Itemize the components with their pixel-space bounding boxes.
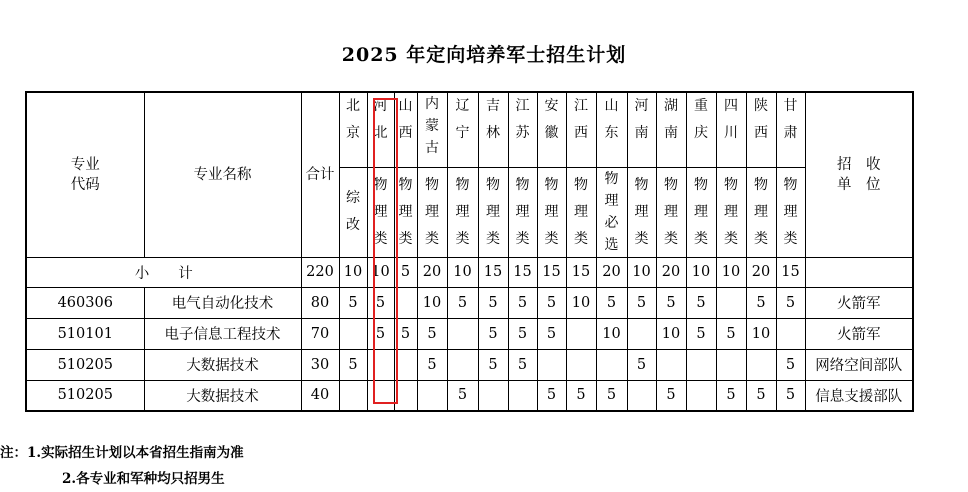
quota-cell [447, 349, 478, 380]
province-name: 山西 [398, 98, 413, 141]
header-unit: 招 收 单 位 [805, 92, 913, 257]
category-header [656, 167, 686, 257]
quota-cell: 5 [686, 318, 716, 349]
quota-cell [478, 380, 508, 411]
quota-cell [394, 349, 417, 380]
province-header [447, 92, 478, 167]
quota-cell: 5 [537, 380, 566, 411]
quota-cell [447, 318, 478, 349]
quota-cell: 5 [417, 318, 447, 349]
province-header [627, 92, 656, 167]
quota-cell: 5 [508, 318, 537, 349]
subtotal-value: 20 [417, 257, 447, 287]
header-code: 专业 代码 [26, 92, 144, 257]
province-name: 江苏 [515, 98, 530, 141]
subtotal-value: 10 [716, 257, 746, 287]
category-header [627, 167, 656, 257]
province-name: 内蒙古 [425, 96, 439, 156]
province-header [339, 92, 367, 167]
quota-cell: 5 [339, 287, 367, 318]
province-header [746, 92, 776, 167]
note-1: 注：1.实际招生计划以本省招生指南为准 [0, 445, 244, 461]
province-header [508, 92, 537, 167]
quota-cell: 5 [447, 380, 478, 411]
category-label: 物理类 [425, 176, 439, 247]
table-row [26, 349, 913, 380]
quota-cell: 5 [746, 287, 776, 318]
province-name: 陕西 [754, 98, 768, 141]
table-row [26, 318, 913, 349]
category-header [716, 167, 746, 257]
category-label: 物理类 [754, 176, 768, 247]
quota-cell: 5 [447, 287, 478, 318]
recruiting-unit: 火箭军 [805, 287, 913, 318]
quota-cell [339, 380, 367, 411]
category-header [746, 167, 776, 257]
note-2: 2.各专业和军种均只招男生 [62, 471, 225, 487]
quota-cell [656, 349, 686, 380]
province-header [656, 92, 686, 167]
province-header [716, 92, 746, 167]
quota-cell: 5 [716, 318, 746, 349]
province-name: 湖南 [664, 98, 678, 141]
row-total: 80 [301, 287, 339, 318]
subtotal-value: 10 [447, 257, 478, 287]
subtotal-value: 15 [776, 257, 805, 287]
category-label: 物理类 [544, 176, 559, 247]
quota-cell: 5 [596, 380, 627, 411]
notes [0, 440, 244, 492]
category-label: 物理类 [486, 176, 500, 247]
province-name: 山东 [604, 98, 619, 141]
category-header [566, 167, 596, 257]
quota-cell: 5 [776, 287, 805, 318]
quota-cell [627, 380, 656, 411]
quota-cell: 10 [566, 287, 596, 318]
quota-cell [508, 380, 537, 411]
quota-cell [596, 349, 627, 380]
category-label: 物理类 [373, 176, 388, 247]
category-label: 物理类 [783, 176, 798, 247]
quota-cell: 10 [596, 318, 627, 349]
subtotal-value: 5 [394, 257, 417, 287]
category-label: 物理必选 [604, 171, 619, 253]
category-label: 物理类 [694, 176, 708, 247]
quota-cell [716, 349, 746, 380]
recruiting-unit: 网络空间部队 [805, 349, 913, 380]
province-header [367, 92, 394, 167]
category-label: 物理类 [664, 176, 678, 247]
quota-cell [394, 287, 417, 318]
province-name: 河南 [634, 98, 649, 141]
province-header [566, 92, 596, 167]
header-total: 合计 [301, 92, 339, 257]
quota-cell [367, 380, 394, 411]
category-header [417, 167, 447, 257]
quota-cell: 5 [656, 287, 686, 318]
subtotal-value: 15 [566, 257, 596, 287]
recruiting-unit: 信息支援部队 [805, 380, 913, 411]
subtotal-label: 小 计 [26, 257, 301, 287]
quota-cell: 5 [367, 287, 394, 318]
quota-cell: 10 [417, 287, 447, 318]
quota-cell [566, 318, 596, 349]
subtotal-value: 15 [508, 257, 537, 287]
province-header [478, 92, 508, 167]
province-header [394, 92, 417, 167]
subtotal-unit-empty [805, 257, 913, 287]
category-header [394, 167, 417, 257]
major-code: 510205 [26, 380, 144, 411]
quota-cell: 5 [566, 380, 596, 411]
quota-cell: 5 [478, 318, 508, 349]
quota-cell [776, 318, 805, 349]
quota-cell: 5 [508, 287, 537, 318]
category-header [367, 167, 394, 257]
category-label: 物理类 [574, 176, 588, 247]
subtotal-row [26, 257, 913, 287]
province-name: 甘肃 [783, 98, 798, 141]
quota-cell [339, 318, 367, 349]
quota-cell: 5 [627, 349, 656, 380]
table-row [26, 380, 913, 411]
province-header [596, 92, 627, 167]
quota-cell: 5 [627, 287, 656, 318]
quota-cell: 5 [478, 349, 508, 380]
subtotal-value: 20 [746, 257, 776, 287]
subtotal-value: 10 [367, 257, 394, 287]
quota-cell: 5 [417, 349, 447, 380]
province-header [686, 92, 716, 167]
province-header [417, 92, 447, 167]
major-code: 510101 [26, 318, 144, 349]
quota-cell: 5 [746, 380, 776, 411]
category-header [537, 167, 566, 257]
quota-cell [746, 349, 776, 380]
quota-cell [716, 287, 746, 318]
province-name: 吉林 [486, 98, 500, 141]
province-name: 辽宁 [455, 98, 470, 141]
quota-cell [627, 318, 656, 349]
subtotal-value: 15 [478, 257, 508, 287]
quota-cell: 5 [394, 318, 417, 349]
quota-cell: 10 [746, 318, 776, 349]
subtotal-value: 20 [656, 257, 686, 287]
quota-cell: 5 [716, 380, 746, 411]
quota-cell: 5 [508, 349, 537, 380]
page-title: 2025 年定向培养军士招生计划 [341, 44, 627, 66]
province-header [537, 92, 566, 167]
quota-cell: 5 [596, 287, 627, 318]
row-total: 70 [301, 318, 339, 349]
category-label: 物理类 [634, 176, 649, 247]
quota-cell [686, 380, 716, 411]
category-header [508, 167, 537, 257]
category-header [447, 167, 478, 257]
quota-cell: 5 [478, 287, 508, 318]
subtotal-value: 10 [627, 257, 656, 287]
quota-cell: 10 [656, 318, 686, 349]
quota-cell [686, 349, 716, 380]
quota-cell: 5 [537, 318, 566, 349]
category-header [596, 167, 627, 257]
major-code: 510205 [26, 349, 144, 380]
province-header-row [26, 92, 913, 167]
quota-cell: 5 [656, 380, 686, 411]
major-name: 大数据技术 [144, 380, 301, 411]
header-name: 专业名称 [144, 92, 301, 257]
province-name: 安徽 [544, 98, 559, 141]
quota-cell: 5 [776, 380, 805, 411]
province-name: 河北 [373, 98, 388, 141]
category-label: 物理类 [724, 176, 738, 247]
category-header [776, 167, 805, 257]
province-name: 北京 [346, 98, 360, 141]
quota-cell [537, 349, 566, 380]
quota-cell: 5 [776, 349, 805, 380]
subtotal-value: 15 [537, 257, 566, 287]
major-code: 460306 [26, 287, 144, 318]
category-label: 综改 [346, 190, 360, 233]
category-label: 物理类 [455, 176, 470, 247]
major-name: 大数据技术 [144, 349, 301, 380]
category-label: 物理类 [398, 176, 413, 247]
quota-cell [367, 349, 394, 380]
quota-cell [417, 380, 447, 411]
enrollment-plan-table [25, 91, 914, 412]
province-header [776, 92, 805, 167]
subtotal-value: 10 [339, 257, 367, 287]
subtotal-value: 20 [596, 257, 627, 287]
quota-cell: 5 [367, 318, 394, 349]
row-total: 40 [301, 380, 339, 411]
major-name: 电气自动化技术 [144, 287, 301, 318]
province-name: 重庆 [694, 98, 708, 141]
category-label: 物理类 [515, 176, 530, 247]
province-name: 江西 [574, 98, 588, 141]
quota-cell: 5 [686, 287, 716, 318]
table-row [26, 287, 913, 318]
category-header [478, 167, 508, 257]
row-total: 30 [301, 349, 339, 380]
quota-cell: 5 [537, 287, 566, 318]
subtotal-total: 220 [301, 257, 339, 287]
major-name: 电子信息工程技术 [144, 318, 301, 349]
category-header [686, 167, 716, 257]
quota-cell [566, 349, 596, 380]
category-header [339, 167, 367, 257]
province-name: 四川 [724, 98, 738, 141]
subtotal-value: 10 [686, 257, 716, 287]
recruiting-unit: 火箭军 [805, 318, 913, 349]
quota-cell [394, 380, 417, 411]
quota-cell: 5 [339, 349, 367, 380]
